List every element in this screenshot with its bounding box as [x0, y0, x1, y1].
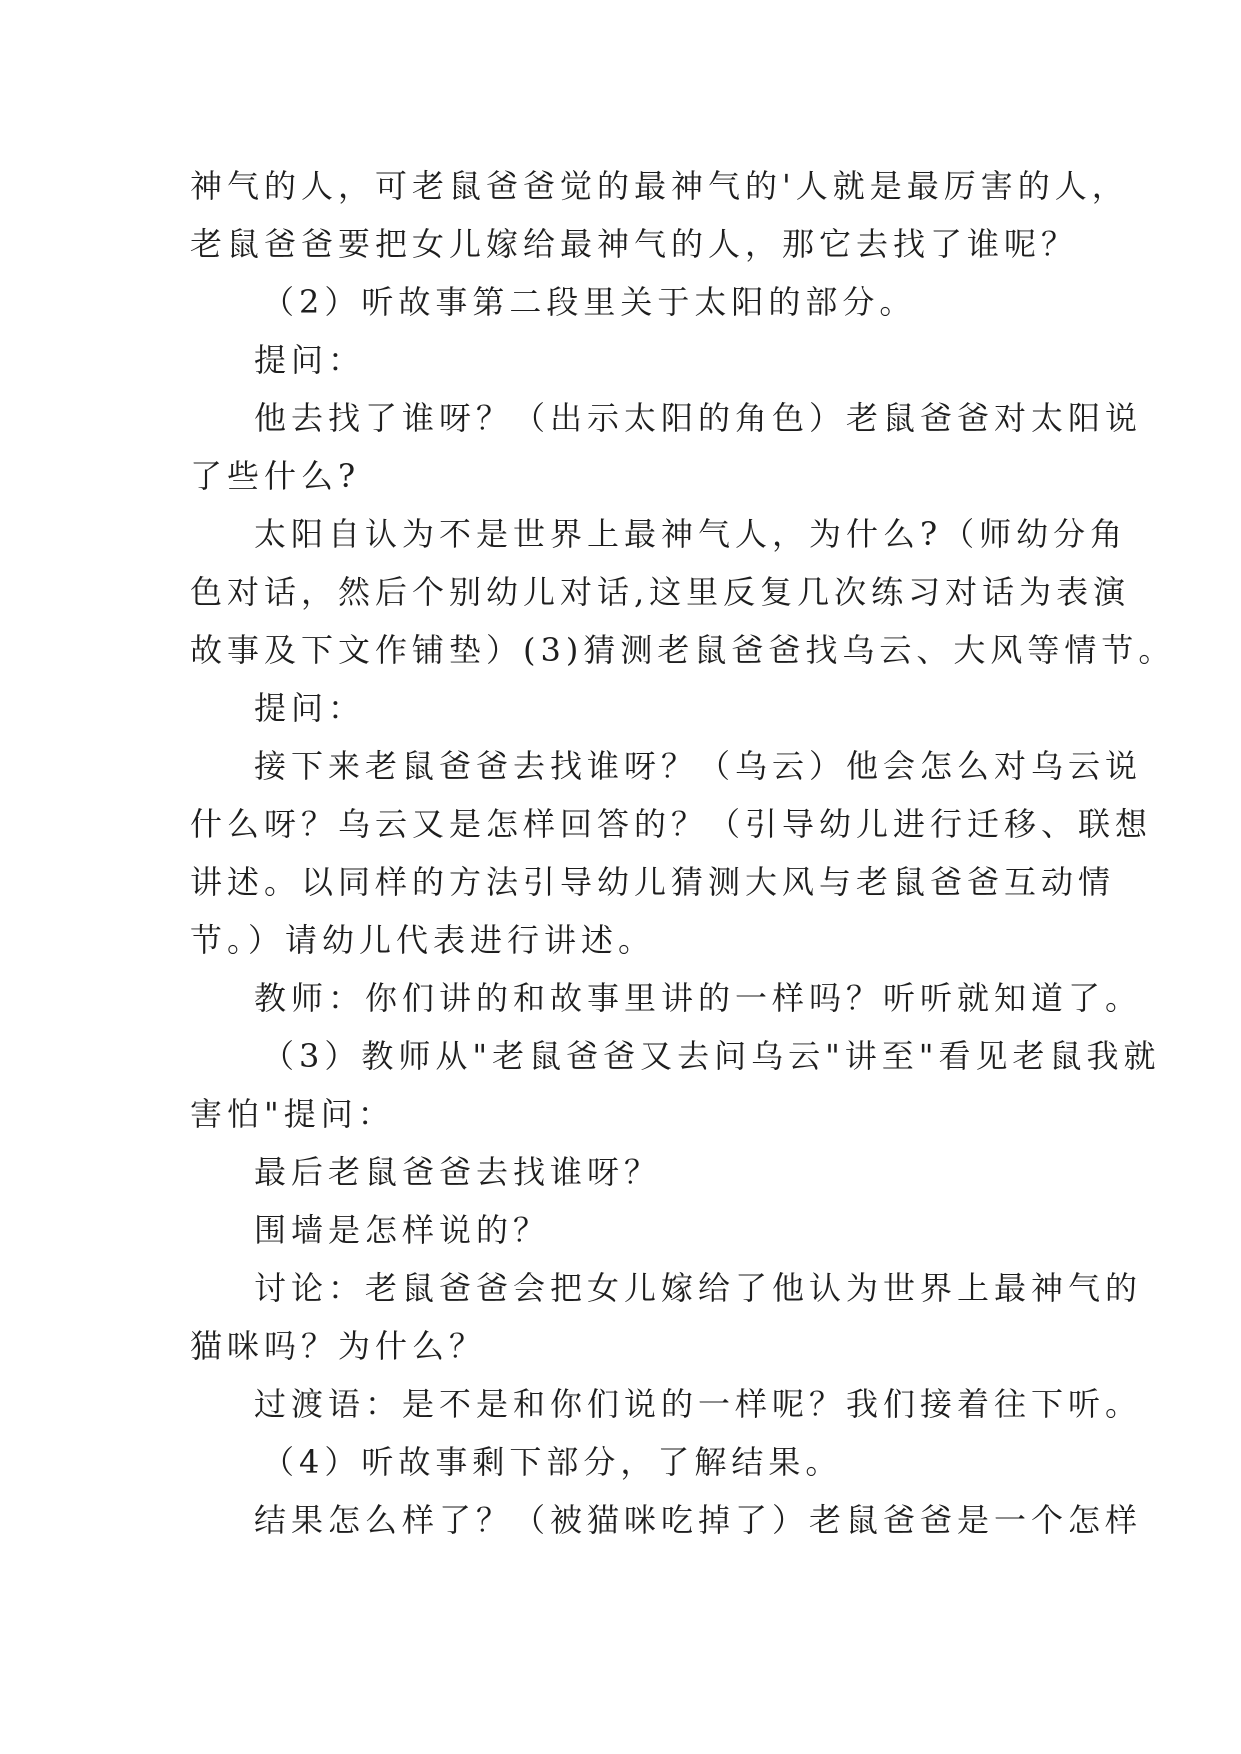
text-line: 教师：你们讲的和故事里讲的一样吗？听听就知道了。 — [254, 979, 1143, 1017]
text-line: 接下来老鼠爸爸去找谁呀？（乌云）他会怎么对乌云说 — [254, 747, 1143, 785]
text-line: 他去找了谁呀？（出示太阳的角色）老鼠爸爸对太阳说 — [254, 399, 1143, 437]
section-heading: （2）听故事第二段里关于太阳的部分。 — [262, 283, 917, 321]
text-line: 提问： — [254, 341, 366, 379]
text-line: 最后老鼠爸爸去找谁呀？ — [254, 1153, 662, 1191]
text-line: 提问： — [254, 689, 366, 727]
text-line: 讨论：老鼠爸爸会把女儿嫁给了他认为世界上最神气的 — [254, 1269, 1143, 1307]
text-line: 节。）请幼儿代表进行讲述。 — [190, 921, 656, 959]
text-line: 过渡语：是不是和你们说的一样呢？我们接着往下听。 — [254, 1385, 1143, 1423]
text-line: 神气的人，可老鼠爸爸觉的最神气的'人就是最厉害的人， — [190, 167, 1129, 205]
text-line: 讲述。以同样的方法引导幼儿猜测大风与老鼠爸爸互动情 — [190, 863, 1116, 901]
text-line: 太阳自认为不是世界上最神气人，为什么?（师幼分角 — [254, 515, 1128, 553]
text-line: 色对话，然后个别幼儿对话,这里反复几次练习对话为表演 — [190, 573, 1131, 611]
section-heading: （4）听故事剩下部分，了解结果。 — [262, 1443, 843, 1481]
section-heading: （3）教师从"老鼠爸爸又去问乌云"讲至"看见老鼠我就 — [262, 1037, 1161, 1075]
text-line: 老鼠爸爸要把女儿嫁给最神气的人，那它去找了谁呢？ — [190, 225, 1079, 263]
text-line: 故事及下文作铺垫）(3)猜测老鼠爸爸找乌云、大风等情节。 — [190, 631, 1176, 669]
text-line: 猫咪吗？为什么？ — [190, 1327, 487, 1365]
text-line: 害怕"提问： — [190, 1095, 395, 1133]
text-line: 了些什么? — [190, 457, 361, 495]
text-line: 什么呀？乌云又是怎样回答的？（引导幼儿进行迁移、联想 — [190, 805, 1153, 843]
text-line: 围墙是怎样说的？ — [254, 1211, 551, 1249]
text-line: 结果怎么样了？（被猫咪吃掉了）老鼠爸爸是一个怎样 — [254, 1501, 1143, 1539]
